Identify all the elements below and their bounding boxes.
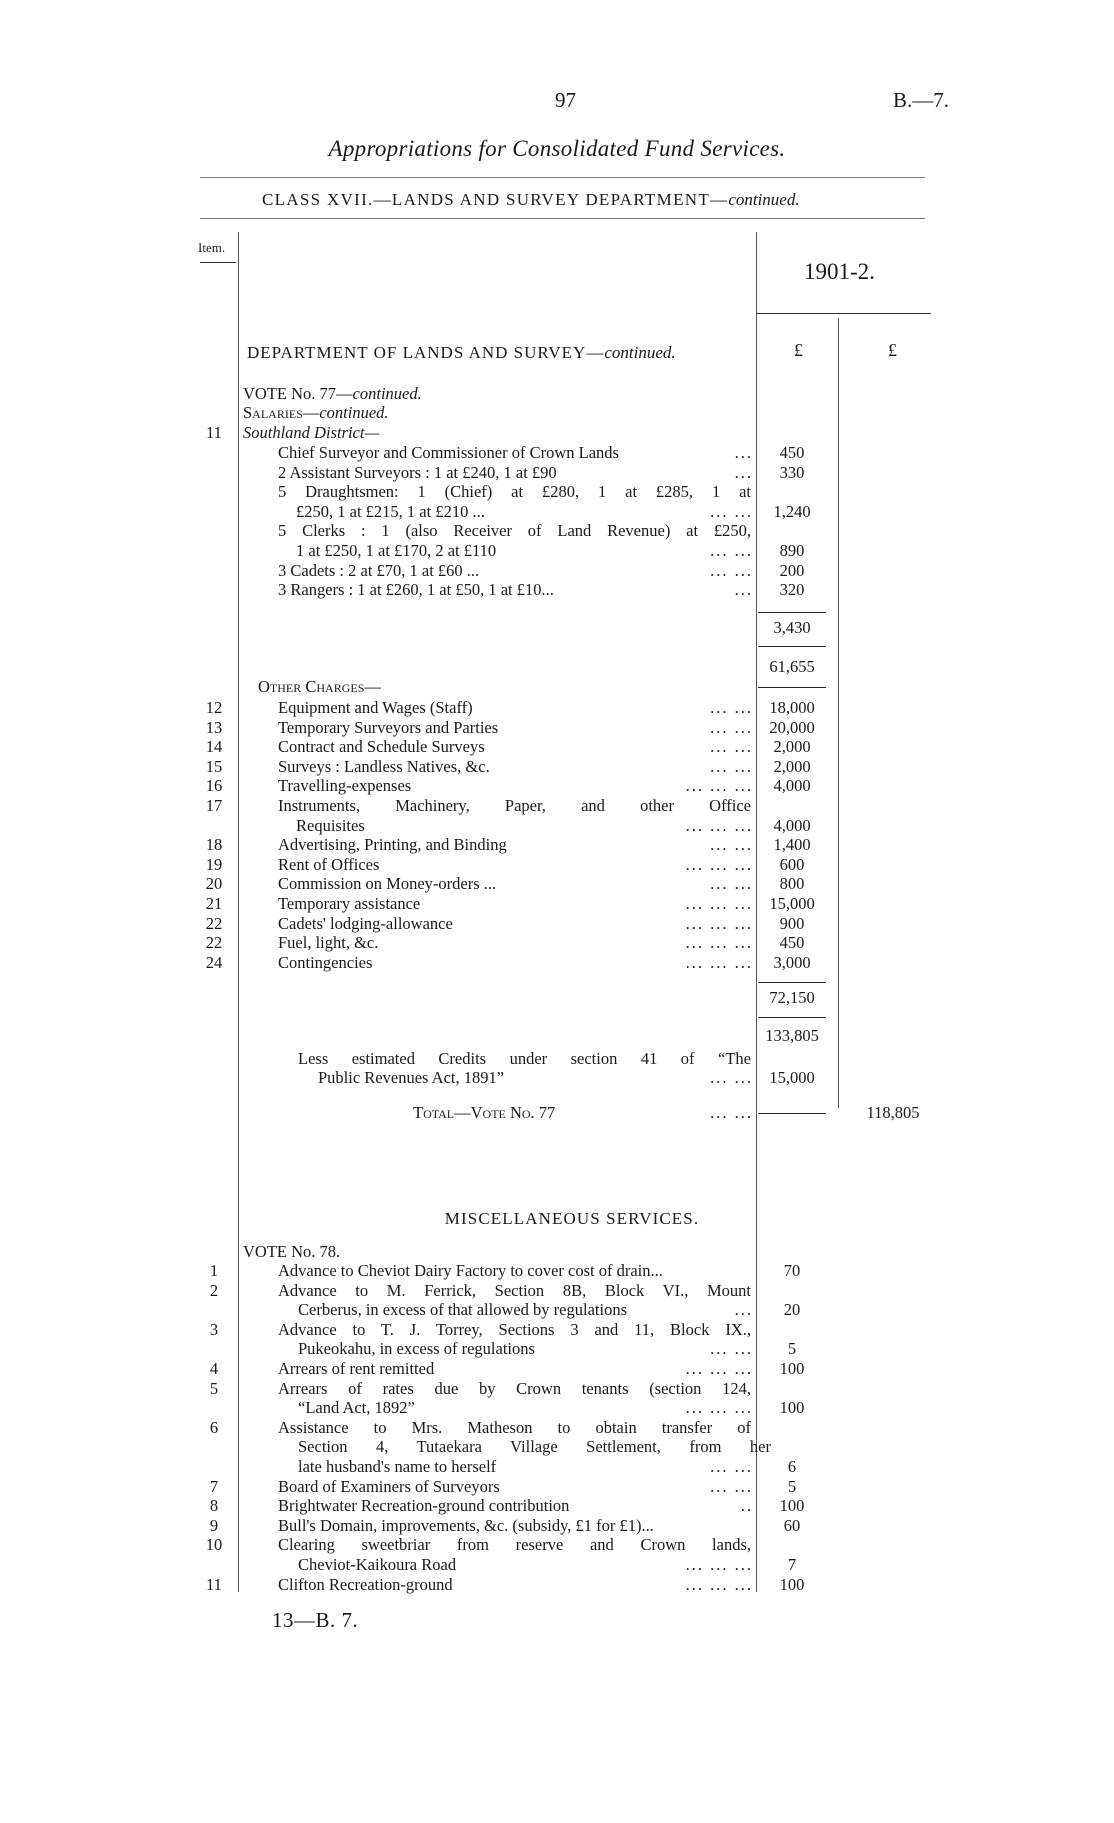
leader-dots: ... ...: [710, 698, 753, 717]
leader-dots: ..: [740, 1496, 753, 1516]
subtotal-rule: [758, 982, 826, 983]
salary-row-text: 5 Clerks : 1 (also Receiver of Land Revenue) at £250,: [278, 521, 751, 541]
item-number: 11: [206, 423, 222, 442]
section-heading: MISCELLANEOUS SERVICES.: [444, 1209, 700, 1228]
amount-cell: 450: [779, 933, 805, 953]
amount-cell: 5: [787, 1476, 797, 1496]
amount-cell: 800: [779, 874, 805, 894]
leader-dots: ...: [734, 443, 753, 462]
salary-row-text: £250, 1 at £215, 1 at £210 ...: [296, 501, 485, 521]
item-number: 7: [209, 1476, 219, 1496]
salaries-subtotal: 3,430: [773, 618, 811, 637]
amount-cell: 330: [779, 462, 805, 482]
subtotal-rule: [758, 612, 826, 613]
pounds-column-header: £: [888, 340, 897, 360]
amount-cell: 60: [783, 1515, 801, 1535]
document-reference: B.—7.: [893, 88, 950, 112]
column-rule: [756, 232, 757, 1592]
page-number: 97: [555, 88, 576, 112]
other-charges-subtotal: 72,150: [769, 988, 815, 1007]
leader-dots: ... ...: [710, 501, 753, 521]
item-number: 14: [205, 737, 223, 757]
pounds-column-header: £: [794, 340, 803, 360]
item-number: 11: [206, 1574, 222, 1594]
gross-total: 133,805: [765, 1026, 819, 1045]
footer-signature: 13—B. 7.: [272, 1608, 359, 1632]
item-number: 22: [205, 913, 223, 933]
total-rule: [758, 1113, 826, 1114]
charge-row-text: Travelling-expenses: [278, 776, 412, 796]
amount-cell: 320: [779, 580, 805, 600]
leader-dots: ... ...: [710, 874, 753, 894]
leader-dots: ...: [734, 1300, 753, 1320]
leader-dots: ... ...: [710, 541, 753, 560]
item-number: 10: [205, 1535, 223, 1555]
amount-cell: 1,240: [773, 501, 811, 521]
leader-dots: ...: [734, 580, 753, 600]
item-number: 16: [205, 776, 223, 796]
misc-row-text: Cerberus, in excess of that allowed by regulations: [298, 1300, 627, 1320]
amount-cell: 200: [779, 560, 805, 580]
item-number: 22: [205, 933, 223, 953]
amount-cell: 100: [779, 1398, 805, 1418]
charge-row-text: Advertising, Printing, and Binding: [278, 835, 507, 855]
leader-dots: ... ...: [710, 1476, 753, 1496]
charge-row-text: Temporary Surveyors and Parties: [278, 717, 499, 737]
item-number: 8: [209, 1496, 219, 1516]
salary-row-text: 1 at £250, 1 at £170, 2 at £110: [296, 541, 497, 560]
charge-row-text: Temporary assistance: [278, 894, 421, 913]
leader-dots: ...: [734, 462, 753, 482]
misc-row-text: Clearing sweetbriar from reserve and Crown lands,: [278, 1535, 751, 1555]
item-number: 24: [205, 952, 223, 972]
amount-cell: 900: [779, 913, 805, 933]
amount-cell: 100: [779, 1574, 805, 1594]
divider: [200, 218, 925, 219]
misc-row-text: Clifton Recreation-ground: [278, 1574, 453, 1594]
charge-row-text: Contract and Schedule Surveys: [278, 737, 485, 757]
misc-row-text: “Land Act, 1892”: [298, 1398, 415, 1418]
leader-dots: ... ...: [710, 835, 753, 855]
vote-total-amount: 118,805: [866, 1103, 920, 1122]
amount-cell: 15,000: [769, 894, 815, 913]
leader-dots: ... ...: [710, 756, 753, 776]
leader-dots: ... ... ...: [685, 913, 753, 933]
amount-cell: 2,000: [773, 756, 811, 776]
misc-row-text: Arrears of rent remitted: [278, 1359, 435, 1378]
amount-cell: 20: [783, 1300, 801, 1320]
leader-dots: ... ...: [710, 717, 753, 737]
amount-cell: 7: [787, 1555, 797, 1574]
item-number: 20: [205, 874, 223, 894]
divider: [200, 177, 925, 178]
amount-cell: 20,000: [769, 717, 815, 737]
item-number: 13: [205, 717, 223, 737]
item-number: 6: [209, 1417, 219, 1437]
salary-row-text: 2 Assistant Surveyors : 1 at £240, 1 at £90: [278, 462, 557, 482]
amount-cell: 100: [779, 1359, 805, 1378]
leader-dots: ... ... ...: [685, 1398, 753, 1418]
amount-cell: 3,000: [773, 952, 811, 972]
charge-row-text: Rent of Offices: [278, 854, 380, 874]
item-number: 3: [209, 1319, 219, 1339]
misc-row-text: Brightwater Recreation-ground contribution: [278, 1496, 570, 1516]
misc-row-text: Arrears of rates due by Crown tenants (section 124,: [278, 1378, 751, 1398]
salary-row-text: 5 Draughtsmen: 1 (Chief) at £280, 1 at £285, 1 at: [278, 482, 751, 502]
divider: [200, 262, 236, 263]
leader-dots: ... ... ...: [685, 1574, 753, 1594]
charge-row-text: Cadets' lodging-allowance: [278, 913, 453, 933]
divider: [756, 313, 931, 314]
misc-row-text: Advance to Cheviot Dairy Factory to cover cost of drain...: [278, 1261, 663, 1280]
item-number: 2: [209, 1280, 219, 1300]
class-heading: CLASS XVII.—LANDS AND SURVEY DEPARTMENT—continued.: [262, 190, 800, 209]
misc-row-text: Advance to M. Ferrick, Section 8B, Block VI., Mount: [278, 1280, 751, 1300]
item-number: 17: [205, 796, 223, 815]
amount-cell: 450: [779, 443, 805, 462]
salaries-total: 61,655: [769, 657, 815, 676]
misc-row-text: Board of Examiners of Surveyors: [278, 1476, 500, 1496]
item-number: 18: [205, 835, 223, 855]
amount-cell: 70: [783, 1261, 801, 1280]
charge-row-text: Equipment and Wages (Staff): [278, 698, 473, 717]
misc-row-text: Section 4, Tutaekara Village Settlement, from her: [298, 1437, 771, 1457]
amount-cell: 1,400: [773, 835, 811, 855]
credits-amount: 15,000: [769, 1068, 815, 1087]
item-number: 12: [205, 698, 223, 717]
misc-row-text: Cheviot-Kaikoura Road: [298, 1555, 457, 1574]
item-column-header: Item.: [198, 240, 226, 255]
item-number: 5: [209, 1378, 219, 1398]
leader-dots: ... ... ...: [685, 1555, 753, 1574]
amount-cell: 100: [779, 1496, 805, 1516]
amount-cell: 4,000: [773, 776, 811, 796]
page-title: Appropriations for Consolidated Fund Services.: [328, 136, 786, 161]
amount-cell: 890: [779, 541, 805, 560]
charge-row-text: Requisites: [296, 815, 365, 835]
subtotal-rule: [758, 646, 826, 647]
subtotal-rule: [758, 1017, 826, 1018]
misc-row-text: Advance to T. J. Torrey, Sections 3 and 11, Block IX.,: [278, 1319, 751, 1339]
item-number: 21: [205, 894, 223, 913]
item-number: 15: [205, 756, 223, 776]
column-rule: [238, 232, 239, 1592]
leader-dots: ... ...: [710, 737, 753, 757]
misc-row-text: Bull's Domain, improvements, &c. (subsidy, £1 for £1)...: [278, 1515, 654, 1535]
charge-row-text: Contingencies: [278, 952, 373, 972]
amount-cell: 600: [779, 854, 805, 874]
leader-dots: ... ...: [710, 1339, 753, 1359]
salary-row-text: 3 Rangers : 1 at £260, 1 at £50, 1 at £10...: [278, 580, 554, 600]
amount-cell: 2,000: [773, 737, 811, 757]
charge-row-text: Commission on Money-orders ...: [278, 874, 497, 894]
misc-row-text: Assistance to Mrs. Matheson to obtain transfer of: [278, 1417, 751, 1437]
leader-dots: ... ... ...: [685, 854, 753, 874]
item-number: 1: [209, 1261, 219, 1280]
salary-row-text: 3 Cadets : 2 at £70, 1 at £60 ...: [278, 560, 480, 580]
year-column-header: 1901-2.: [804, 259, 875, 284]
amount-cell: 18,000: [769, 698, 815, 717]
column-rule: [838, 318, 839, 1108]
amount-cell: 6: [787, 1457, 797, 1476]
charge-row-text: Instruments, Machinery, Paper, and other Office: [278, 796, 751, 815]
charge-row-text: Fuel, light, &c.: [278, 933, 379, 953]
misc-row-text: late husband's name to herself: [298, 1457, 497, 1476]
misc-row-text: Pukeokahu, in excess of regulations: [298, 1339, 535, 1359]
amount-cell: 4,000: [773, 815, 811, 835]
leader-dots: ... ... ...: [685, 815, 753, 835]
leader-dots: ... ... ...: [685, 776, 753, 796]
item-number: 19: [205, 854, 223, 874]
leader-dots: ... ... ...: [685, 952, 753, 972]
leader-dots: ... ... ...: [685, 894, 753, 913]
department-heading: DEPARTMENT OF LANDS AND SURVEY—continued.: [247, 343, 676, 362]
amount-cell: 5: [787, 1339, 797, 1359]
charge-row-text: Surveys : Landless Natives, &c.: [278, 756, 490, 776]
salary-row-text: Chief Surveyor and Commissioner of Crown Lands: [278, 443, 619, 462]
subtotal-rule: [758, 687, 826, 688]
leader-dots: ... ... ...: [685, 933, 753, 953]
item-number: 4: [209, 1359, 219, 1378]
leader-dots: ... ...: [710, 560, 753, 580]
leader-dots: ... ...: [710, 1457, 753, 1476]
leader-dots: ... ... ...: [685, 1359, 753, 1378]
item-number: 9: [209, 1515, 219, 1535]
